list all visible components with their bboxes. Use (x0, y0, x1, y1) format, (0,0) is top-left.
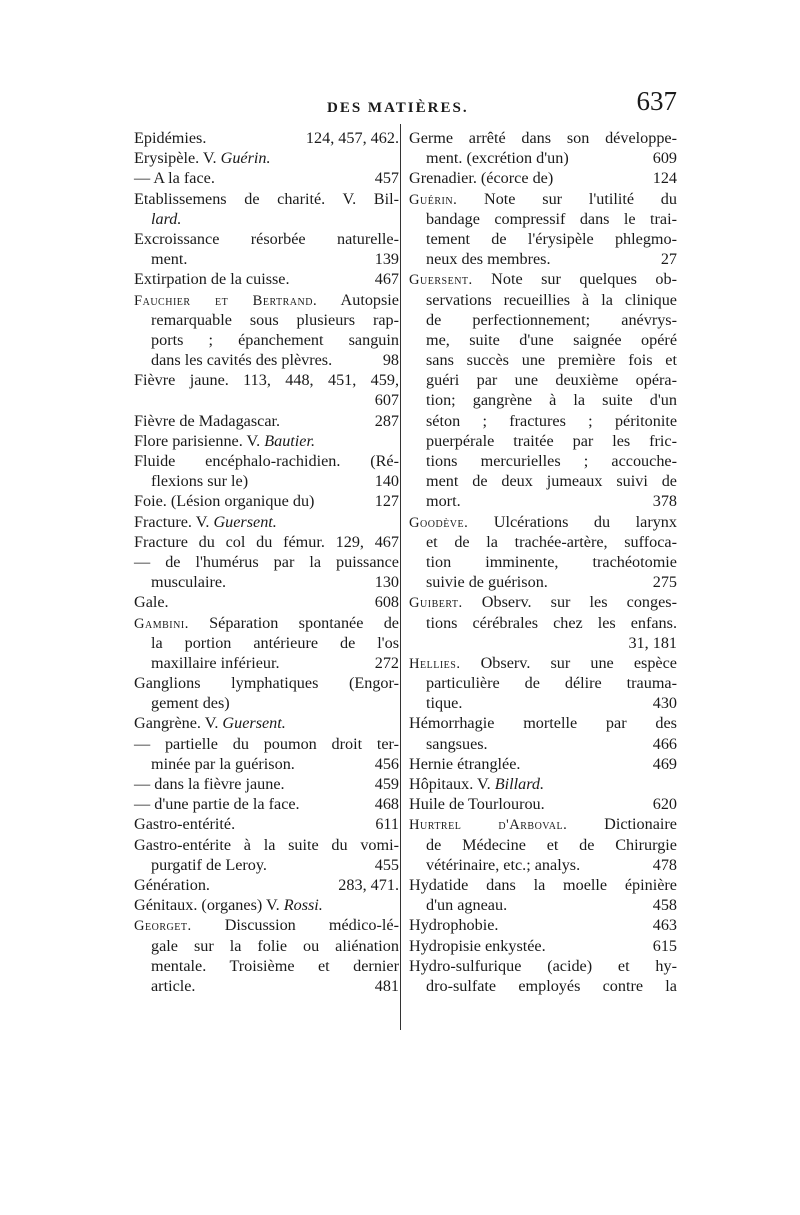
index-line: Grenadier. (écorce de) 124 (409, 169, 677, 188)
index-line: particulière de délire trauma- (426, 674, 677, 693)
index-line: tions cérébrales chez les enfans. (426, 613, 677, 632)
index-line: Hydatide dans la moelle épinière (409, 875, 677, 894)
index-line: Gambini. Séparation spontanée de (134, 613, 399, 632)
index-entry (134, 411, 399, 431)
index-entry (134, 168, 399, 188)
index-line: Fracture. V. Guersent. (134, 512, 277, 531)
index-line: sans succès une première fois et (426, 351, 677, 370)
index-line: — dans la fièvre jaune. 459 (134, 775, 399, 793)
author-name: Guibert. (409, 595, 463, 612)
page-reference: 608 (374, 593, 399, 612)
author-name: Hellies. (409, 655, 461, 672)
index-entry (134, 734, 399, 774)
index-entry (134, 774, 399, 794)
index-line: et de la trachée-artère, suffoca- (426, 532, 677, 551)
index-entry (409, 754, 677, 774)
index-line: tion; gangrène à la suite d'un (426, 391, 677, 410)
index-line: puerpérale traitée par les fric- (426, 431, 677, 450)
author-name: Hurtrel d'Arboval. (409, 817, 568, 834)
page-reference: 98 (382, 351, 399, 370)
index-line: Epidémies. 124, 457, 462. (134, 129, 399, 147)
page-reference: 611 (375, 815, 399, 834)
index-line: Erysipèle. V. Guérin. (134, 149, 271, 168)
index-line: séton ; fractures ; péritonite (426, 411, 677, 430)
index-entry (409, 189, 677, 270)
index-line: Hydrophobie. 463 (409, 916, 677, 935)
page-reference: 287 (374, 411, 399, 430)
author-name: Guérin. (409, 191, 458, 208)
author-name: Georget. (134, 918, 192, 935)
index-line: neux des membres. 27 (426, 250, 677, 269)
index-column-right (409, 128, 677, 996)
page-reference: 468 (374, 795, 399, 814)
index-line: Extirpation de la cuisse. 467 (134, 270, 399, 289)
page-reference: 124, 457, 462. (305, 129, 399, 147)
page-reference: 466 (652, 734, 677, 753)
page-reference: 124 (652, 169, 677, 188)
index-line: de perfectionnement; anévrys- (426, 310, 677, 329)
page-reference: 430 (652, 694, 677, 713)
page-reference: 140 (374, 472, 399, 491)
index-line: Hôpitaux. V. Billard. (409, 775, 545, 793)
cross-reference: lard. (151, 209, 182, 228)
index-line: — partielle du poumon droit ter- (134, 734, 399, 753)
index-entry (134, 370, 399, 410)
index-column-left (134, 128, 399, 996)
index-line: — de l'humérus par la puissance (134, 552, 399, 571)
index-line: Gale. 608 (134, 593, 399, 612)
index-line: Flore parisienne. V. Bautier. (134, 431, 316, 450)
page-reference: 283, 471. (338, 875, 399, 894)
index-entry (409, 774, 677, 794)
author-name: Fauchier et Bertrand. (134, 292, 318, 309)
index-line: dans les cavités des plèvres. 98 (151, 351, 399, 370)
index-entry (134, 794, 399, 814)
author-name: Goodève. (409, 514, 469, 531)
index-line: Fièvre jaune. 113, 448, 451, 459, (134, 371, 399, 390)
index-line: minée par la guérison. 456 (151, 754, 399, 773)
index-entry (134, 189, 399, 229)
page-reference: 455 (374, 855, 399, 874)
index-entry (134, 592, 399, 612)
index-line: suivie de guérison. 275 (426, 573, 677, 592)
index-line: purgatif de Leroy. 455 (151, 855, 399, 874)
index-line: me, suite d'une saignée opéré (426, 330, 677, 349)
page-header (132, 82, 677, 124)
index-line: Huile de Tourlourou. 620 (409, 795, 677, 814)
page-reference: 139 (374, 250, 399, 269)
index-entry (134, 128, 399, 148)
page-reference: 127 (374, 492, 399, 511)
index-entry (134, 451, 399, 491)
page-reference: 467 (374, 270, 399, 289)
page-reference: 456 (374, 754, 399, 773)
page-reference: 478 (652, 855, 677, 874)
index-line: Guérin. Note sur l'utilité du (409, 189, 677, 208)
index-line: musculaire. 130 (151, 573, 399, 592)
index-entry (134, 532, 399, 552)
index-entry (409, 875, 677, 915)
index-line: Ganglions lymphatiques (Engor- (134, 674, 399, 693)
index-line: Gastro-entérite à la suite du vomi- (134, 835, 399, 854)
index-entry (409, 512, 677, 593)
page-reference: 463 (652, 916, 677, 935)
page-reference: 609 (652, 149, 677, 168)
index-line: mentale. Troisième et dernier (151, 956, 399, 975)
index-entry (134, 875, 399, 895)
index-entry (134, 431, 399, 451)
index-entry (134, 814, 399, 834)
index-line: tions mercurielles ; accouche- (426, 452, 677, 470)
index-entry (409, 814, 677, 875)
index-entry (409, 956, 677, 996)
cross-reference: Guersent. (222, 714, 286, 733)
page-reference: 27 (660, 250, 677, 269)
running-head: DES MATIÈRES. (327, 100, 469, 116)
index-line (134, 390, 399, 410)
index-line: Etablissemens de charité. V. Bil- (134, 189, 399, 208)
index-entry (409, 794, 677, 814)
index-line: Hurtrel d'Arboval. Dictionaire (409, 815, 677, 834)
index-line: Gangrène. V. Guersent. (134, 714, 286, 733)
index-line: Génération. 283, 471. (134, 875, 399, 894)
page-reference: 607 (374, 391, 399, 410)
index-line: maxillaire inférieur. 272 (151, 653, 399, 672)
index-line: Hellies. Observ. sur une espèce (409, 653, 677, 672)
index-line: Hydropisie enkystée. 615 (409, 936, 677, 955)
cross-reference: Guersent. (213, 512, 277, 531)
index-entry (134, 269, 399, 289)
index-line: — A la face. 457 (134, 169, 399, 188)
index-line: Fauchier et Bertrand. Autopsie (134, 290, 399, 309)
index-line: Foie. (Lésion organique du) 127 (134, 492, 399, 511)
page-reference: 469 (652, 754, 677, 773)
index-entry (409, 592, 677, 653)
index-line: gement des) (151, 694, 230, 713)
index-line: Excroissance résorbée naturelle- (134, 229, 399, 248)
index-entry (134, 512, 399, 532)
index-line: Fluide encéphalo-rachidien. (Ré- (134, 452, 399, 470)
index-line: mort. 378 (426, 492, 677, 511)
index-entry (134, 613, 399, 674)
author-name: Gambini. (134, 615, 189, 632)
page-reference: 275 (652, 573, 677, 592)
index-line: Fracture du col du fémur. 129, 467 (134, 532, 399, 551)
page-reference: 615 (652, 936, 677, 955)
page-reference: 481 (374, 976, 399, 995)
index-line (409, 633, 677, 653)
index-line: Hydro-sulfurique (acide) et hy- (409, 956, 677, 975)
index-line: gale sur la folie ou aliénation (151, 936, 399, 955)
index-line (134, 209, 399, 229)
index-entry (409, 269, 677, 511)
index-entry (409, 936, 677, 956)
author-name: Guersent. (409, 272, 473, 289)
index-line: servations recueillies à la clinique (426, 290, 677, 309)
index-entry (134, 835, 399, 875)
index-line: Hernie étranglée. 469 (409, 754, 677, 773)
index-line: article. 481 (151, 976, 399, 995)
index-line: flexions sur le) 140 (151, 472, 399, 491)
page-reference: 272 (374, 653, 399, 672)
page-reference: 130 (374, 573, 399, 592)
cross-reference: Guérin. (220, 149, 271, 168)
page-number: 637 (636, 86, 677, 116)
cross-reference: Bautier. (264, 431, 316, 450)
index-line: d'un agneau. 458 (426, 896, 677, 915)
index-line: sangsues. 466 (426, 734, 677, 753)
index-entry (134, 915, 399, 996)
index-entry (409, 915, 677, 935)
index-entry (134, 491, 399, 511)
cross-reference: Rossi. (283, 896, 323, 915)
index-line: Guersent. Note sur quelques ob- (409, 270, 677, 289)
index-line: Fièvre de Madagascar. 287 (134, 411, 399, 430)
page-reference: 458 (652, 896, 677, 915)
column-divider (400, 124, 401, 1030)
index-line: ment. (excrétion d'un) 609 (426, 149, 677, 168)
index-line: tement de l'érysipèle phlegmo- (426, 229, 677, 248)
index-line: Génitaux. (organes) V. Rossi. (134, 896, 323, 915)
index-line: Georget. Discussion médico-lé- (134, 916, 399, 935)
index-entry (134, 673, 399, 713)
index-line: Gastro-entérité. 611 (134, 815, 399, 834)
index-line: guéri par une deuxième opéra- (426, 371, 677, 390)
index-line: tique. 430 (426, 694, 677, 713)
index-entry (134, 290, 399, 371)
index-line: ment de deux jumeaux suivi de (426, 472, 677, 491)
index-line: Guibert. Observ. sur les conges- (409, 593, 677, 612)
index-entry (134, 713, 399, 733)
index-line: dro-sulfate employés contre la (426, 976, 677, 995)
index-entry (134, 895, 399, 915)
index-line: vétérinaire, etc.; analys. 478 (426, 855, 677, 874)
page-reference: 378 (652, 492, 677, 511)
page-reference: 459 (374, 775, 399, 793)
index-line: la portion antérieure de l'os (151, 633, 399, 652)
page-reference: 620 (652, 795, 677, 814)
cross-reference: Billard. (494, 775, 545, 793)
index-entry (134, 148, 399, 168)
index-line: tion imminente, trachéotomie (426, 552, 677, 571)
index-line: remarquable sous plusieurs rap- (151, 310, 399, 329)
index-line: Hémorrhagie mortelle par des (409, 714, 677, 733)
index-line: — d'une partie de la face. 468 (134, 795, 399, 814)
index-line: ports ; épanchement sanguin (151, 330, 399, 349)
index-entry (409, 713, 677, 753)
page-reference: 31, 181 (628, 633, 677, 652)
index-line: ment. 139 (151, 250, 399, 269)
index-line: bandage compressif dans le trai- (426, 209, 677, 228)
index-entry (409, 128, 677, 168)
page-reference: 457 (374, 169, 399, 188)
index-line: Germe arrêté dans son développe- (409, 129, 677, 147)
index-entry (409, 653, 677, 714)
index-entry (134, 229, 399, 269)
index-entry (409, 168, 677, 188)
index-entry (134, 552, 399, 592)
index-line: Goodève. Ulcérations du larynx (409, 512, 677, 531)
index-line: de Médecine et de Chirurgie (426, 835, 677, 854)
